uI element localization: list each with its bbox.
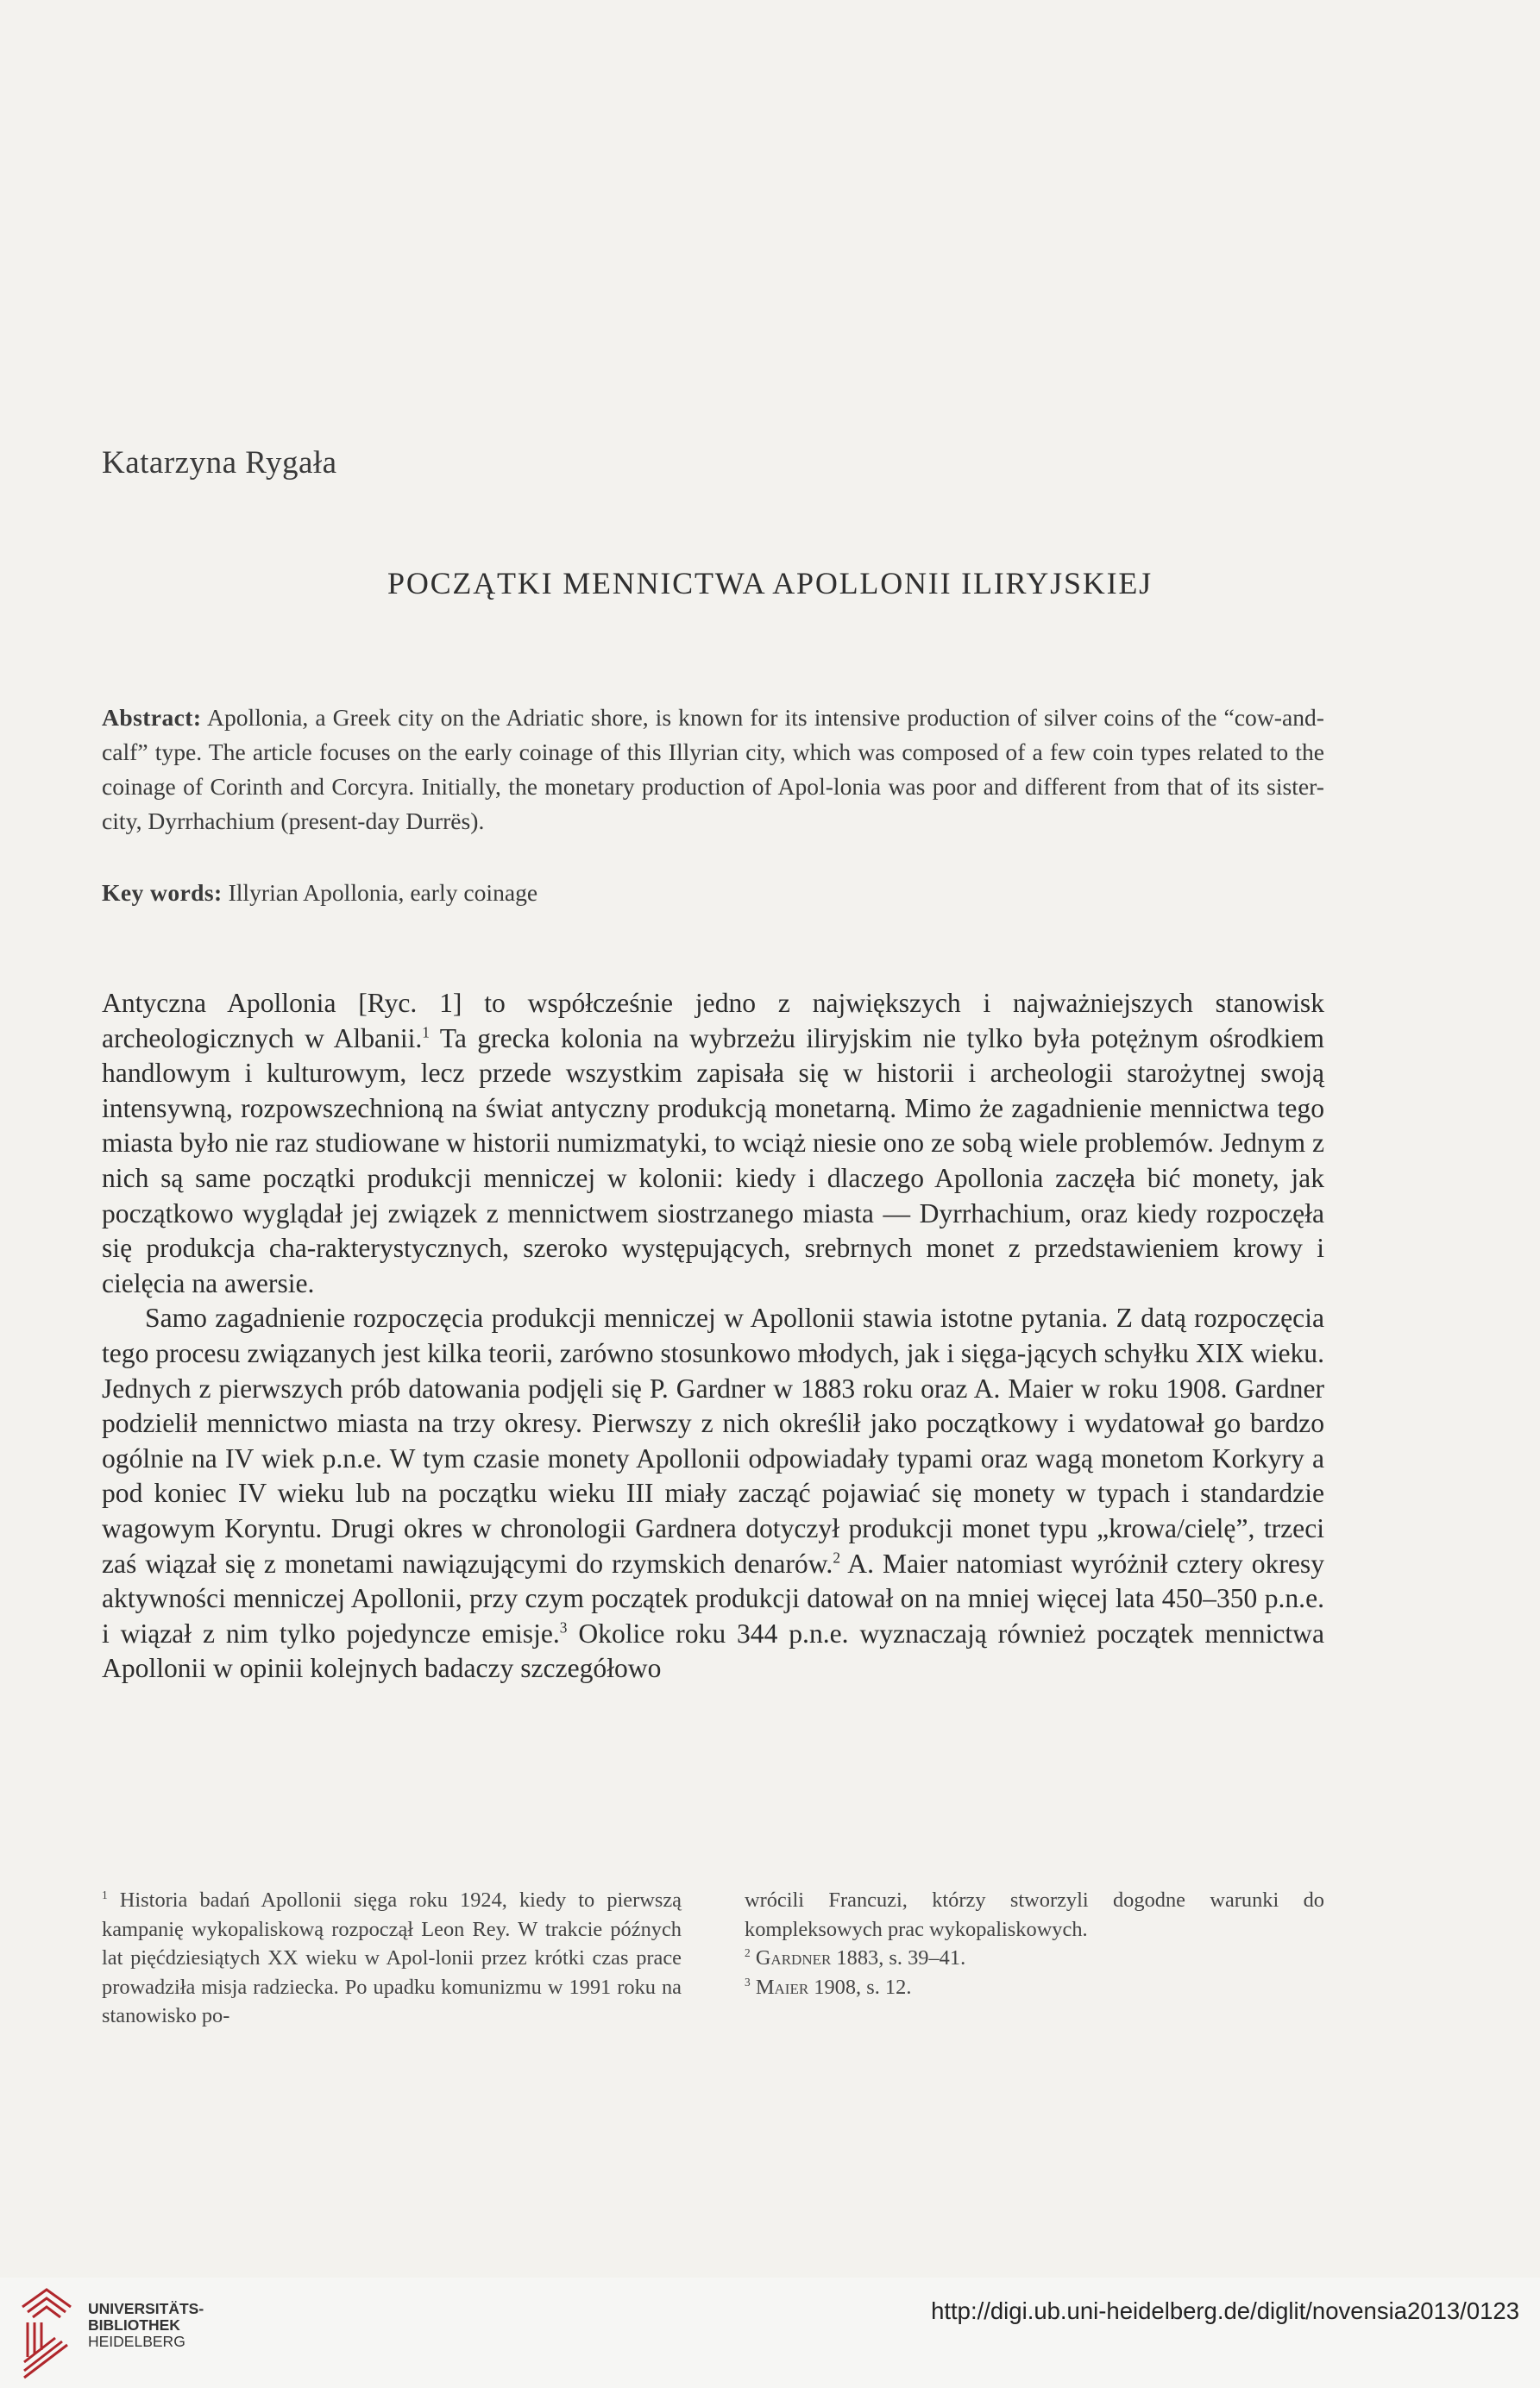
keywords [102, 876, 1324, 910]
footnote-ref-2[interactable]: 2 [833, 1549, 841, 1566]
footnote-1 [102, 1886, 682, 2031]
footnote-ref-3[interactable]: 3 [559, 1619, 568, 1637]
footnote-number: 1 [102, 1888, 108, 1901]
footnote-number: 3 [745, 1975, 751, 1989]
footnote-author: Maier [755, 1975, 809, 1999]
paragraph-text: Ta grecka kolonia na wybrzeżu iliryjskim nie tylko była potężnym ośrodkiem handlowym i kulturowym, lecz przede wszystkim zapisała się w historii i archeologii starożytnej swoją intensywną, rozpowszechnioną na świat antyczny produkcją monetarną. Mimo że zagadnienie mennictwa tego miasta było nie raz studiowane w historii numizmatyki, to wciąż niesie ono ze sobą wiele problemów. Jednym z nich są same początki produkcji menniczej w kolonii: kiedy i dlaczego Apollonia zaczęła bić monety, jak początkowo wyglądał jej związek z mennictwem siostrzanego miasta — Dyrrhachium, oraz kiedy rozpoczęła się produkcja cha-rakterystycznych, szeroko występujących, srebrnych monet z przedstawieniem krowy i cielęcia na awersie. [102, 1022, 1324, 1298]
footnote-1-continued: wrócili Francuzi, którzy stworzyli dogodne warunki do kompleksowych prac wykopaliskowych. [745, 1888, 1324, 1941]
footnote-text: Historia badań Apollonii sięga roku 1924, kiedy to pierwszą kampanię wykopaliskową rozpoczął Leon Rey. W trakcie późnych lat pięćdziesiątych XX wieku w Apol-lonii przez krótki czas prace prowadziła misja radziecka. Po upadku komunizmu w 1991 roku na stanowisko po- [102, 1888, 682, 2027]
footnotes-right-column [745, 1886, 1324, 2031]
abstract [102, 701, 1324, 839]
footnote-ref-1[interactable]: 1 [422, 1024, 430, 1041]
footnote-2 [745, 1944, 1324, 1973]
footnote-number: 2 [745, 1945, 751, 1959]
footnotes-left-column [102, 1886, 682, 2031]
abstract-label: Abstract: [102, 704, 202, 731]
paragraph-text: Antyczna Apollonia [Ryc. 1] to współcześnie jedno z największych i najważniejszych stanowisk archeologicznych w Albanii. [102, 988, 1324, 1053]
footnote-3 [745, 1973, 1324, 2002]
footnotes [102, 1886, 1324, 2031]
library-name [88, 2301, 204, 2350]
article-title: POCZĄTKI MENNICTWA APOLLONII ILIRYJSKIEJ [387, 566, 1153, 600]
library-name-line: UNIVERSITÄTS- [88, 2300, 204, 2317]
keywords-text: Illyrian Apollonia, early coinage [228, 879, 538, 906]
library-name-line: HEIDELBERG [88, 2333, 185, 2350]
paragraph-2 [102, 1301, 1324, 1687]
source-url-link[interactable]: http://digi.ub.uni-heidelberg.de/diglit/novensia2013/0123 [931, 2297, 1519, 2324]
body-text [102, 986, 1324, 1687]
footnote-text: 1908, s. 12. [808, 1975, 912, 1999]
keywords-label: Key words: [102, 879, 223, 906]
paragraph-text: Samo zagadnienie rozpoczęcia produkcji menniczej w Apollonii stawia istotne pytania. Z datą rozpoczęcia tego procesu związanych jest kilka teorii, zarówno stosunkowo młodych, jak i sięga-jących schyłku XIX wieku. Jednych z pierwszych prób datowania podjęli się P. Gardner w 1883 roku oraz A. Maier w roku 1908. Gardner podzielił mennictwo miasta na trzy okresy. Pierwszy z nich określił jako początkowy i wydatował go bardzo ogólnie na IV wiek p.n.e. W tym czasie monety Apollonii odpowiadały typami oraz wagą monetom Korkyry a pod koniec IV wieku lub na początku wieku III miały zacząć pojawiać się monety w typach i standardzie wagowym Koryntu. Drugi okres w chronologii Gardnera dotyczył produkcji monet typu „krowa/cielę”, trzeci zaś wiązał się z monetami nawiązującymi do rzymskich denarów. [102, 1303, 1324, 1579]
paragraph-1 [102, 986, 1324, 1301]
footnote-text: 1883, s. 39–41. [831, 1946, 966, 1970]
library-logo-icon [16, 2284, 78, 2381]
author-name: Katarzyna Rygała [102, 445, 337, 481]
abstract-text: Apollonia, a Greek city on the Adriatic shore, is known for its intensive production of silver coins of the “cow-and-calf” type. The article focuses on the early coinage of this Illyrian city, which was composed of a few coin types related to the coinage of Corinth and Corcyra. Initially, the monetary production of Apol-lonia was poor and different from that of its sister-city, Dyrrhachium (present-day Durrës). [102, 704, 1324, 834]
paragraph-text: Okolice roku 344 p.n.e. wyznaczają również początek mennictwa Apollonii w opinii kolejnych badaczy szczegółowo [102, 1618, 1324, 1684]
library-name-line: BIBLIOTHEK [88, 2316, 180, 2334]
paragraph-text: A. Maier natomiast wyróżnił cztery okresy aktywności menniczej Apollonii, przy czym początek produkcji datował on na mniej więcej lata 450–350 p.n.e. i wiązał z nim tylko pojedyncze emisje. [102, 1548, 1324, 1649]
footer-bar [0, 2278, 1540, 2388]
footnote-author: Gardner [755, 1946, 832, 1970]
